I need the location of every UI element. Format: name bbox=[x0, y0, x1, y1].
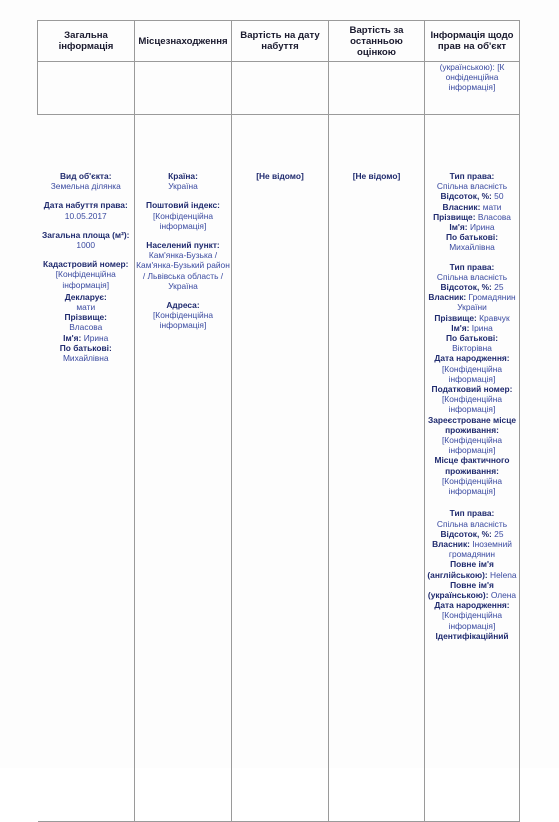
header-cost-valuation: Вартість за останньою оцінкою bbox=[329, 21, 425, 62]
r2-name-value: Ірина bbox=[471, 322, 493, 333]
header-rights: Інформація щодо прав на об'єкт bbox=[425, 21, 520, 62]
r2-type-label: Тип права: bbox=[449, 261, 495, 272]
declarant-label: Декларує: bbox=[64, 291, 107, 302]
area-value: 1000 bbox=[76, 240, 96, 251]
r1-type-value: Спільна власність bbox=[436, 181, 508, 192]
cost-valuation-cell bbox=[329, 115, 425, 822]
r2-fact-label: Місце фактичного проживання: bbox=[434, 455, 510, 476]
header-location: Місцезнаходження bbox=[135, 21, 232, 62]
name-label: Ім'я: bbox=[63, 332, 82, 343]
r3-owner-value: Іноземний громадянин bbox=[448, 538, 512, 560]
header-row bbox=[38, 21, 520, 62]
area-label: Загальна площа (м²): bbox=[42, 229, 130, 240]
cadastral-label: Кадастровий номер: bbox=[43, 259, 129, 270]
postcode-value: [Конфіденційна інформація] bbox=[152, 210, 214, 231]
cont-rights-line1: (українською): [К bbox=[439, 62, 505, 72]
r2-birth-value: [Конфіденційна інформація] bbox=[441, 363, 503, 384]
r2-type-value: Спільна власність bbox=[436, 271, 508, 282]
r3-birth-label: Дата народження: bbox=[434, 600, 510, 611]
object-type-value: Земельна ділянка bbox=[50, 181, 121, 192]
r3-owner-label: Власник: bbox=[432, 538, 470, 549]
r3-en-value: Helena bbox=[490, 569, 517, 580]
name-value: Ирина bbox=[83, 332, 109, 343]
cost-acquisition-cell bbox=[232, 115, 329, 822]
patronymic-label: По батькові: bbox=[59, 342, 112, 353]
r3-en-label: Повне ім'я (англійською): bbox=[427, 559, 494, 580]
r2-reg-value: [Конфіденційна інформація] bbox=[441, 435, 503, 456]
r3-share-value: 25 bbox=[494, 528, 504, 539]
r2-tax-value: [Конфіденційна інформація] bbox=[441, 394, 503, 415]
patronymic-value: Михайлівна bbox=[62, 353, 109, 364]
r2-surname-label: Прізвище: bbox=[434, 312, 477, 323]
continuation-row bbox=[38, 62, 520, 115]
r2-fact-value: [Конфіденційна інформація] bbox=[441, 475, 503, 497]
r3-uk-label: Повне ім'я (українською): bbox=[427, 579, 494, 600]
general-info-cell bbox=[38, 115, 135, 822]
r1-type-label: Тип права: bbox=[449, 171, 495, 181]
cont-cell-2 bbox=[135, 62, 232, 115]
r1-name-value: Ирина bbox=[469, 222, 495, 233]
r2-patronymic-label: По батькові: bbox=[445, 333, 498, 344]
r3-type-label: Тип права: bbox=[449, 508, 495, 519]
cost-valuation-value: [Не відомо] bbox=[352, 171, 401, 181]
cont-rights-line2: онфіденційна інформація] bbox=[445, 72, 499, 93]
r1-surname-value: Власова bbox=[477, 211, 511, 222]
address-value: [Конфіденційна інформація] bbox=[152, 310, 214, 331]
r3-share-label: Відсоток, %: bbox=[440, 528, 492, 539]
object-type-label: Вид об'єкта: bbox=[60, 171, 112, 181]
r2-tax-label: Податковий номер: bbox=[431, 384, 513, 395]
cadastral-value: [Конфіденційна інформація] bbox=[55, 269, 116, 290]
surname-value: Власова bbox=[69, 322, 103, 333]
r1-surname-label: Прізвище: bbox=[433, 211, 476, 222]
declarant-value: мати bbox=[76, 302, 96, 313]
cont-cell-4 bbox=[329, 62, 425, 115]
r2-name-label: Ім'я: bbox=[451, 322, 470, 333]
cont-cell-1 bbox=[38, 62, 135, 115]
r1-owner-label: Власник: bbox=[442, 201, 481, 212]
settlement-label: Населений пункт: bbox=[146, 240, 220, 251]
r3-type-value: Спільна власність bbox=[436, 518, 508, 529]
right-entry-3 bbox=[425, 508, 519, 641]
right-entry-2 bbox=[425, 262, 519, 497]
r1-share-value: 50 bbox=[494, 191, 504, 202]
cont-cell-3 bbox=[232, 62, 329, 115]
r2-share-label: Відсоток, %: bbox=[440, 282, 492, 293]
acquisition-date-label: Дата набуття права: bbox=[43, 200, 128, 211]
r3-birth-value: [Конфіденційна інформація] bbox=[441, 610, 503, 631]
r1-name-label: Ім'я: bbox=[449, 222, 468, 233]
rights-cell bbox=[425, 115, 520, 822]
country-value: Україна bbox=[168, 181, 198, 192]
header-cost-acquisition: Вартість на дату набуття bbox=[232, 21, 329, 62]
r2-patronymic-value: Вікторівна bbox=[452, 343, 492, 354]
r1-share-label: Відсоток, %: bbox=[440, 191, 492, 202]
surname-label: Прізвище: bbox=[64, 312, 107, 323]
right-entry-1 bbox=[425, 171, 519, 253]
header-general: Загальна інформація bbox=[38, 21, 135, 62]
r1-patronymic-label: По батькові: bbox=[445, 232, 498, 243]
r2-birth-label: Дата народження: bbox=[434, 353, 510, 364]
r3-id-label: Ідентифікаційний bbox=[435, 630, 509, 641]
country-label: Країна: bbox=[168, 171, 198, 181]
land-plot-row bbox=[38, 115, 520, 822]
r2-owner-label: Власник: bbox=[428, 292, 467, 303]
r1-patronymic-value: Михайлівна bbox=[449, 242, 495, 253]
assets-table bbox=[37, 20, 520, 822]
r1-owner-value: мати bbox=[482, 201, 502, 212]
settlement-value: Кам'янка-Бузька / Кам'янка-Бузький район / Львівська область / Україна bbox=[136, 250, 230, 291]
r2-surname-value: Кравчук bbox=[479, 312, 510, 323]
cont-cell-rights bbox=[425, 62, 520, 115]
r2-owner-value: Громадянин України bbox=[457, 292, 516, 313]
cost-acquisition-value: [Не відомо] bbox=[256, 171, 304, 181]
r2-share-value: 25 bbox=[494, 282, 504, 293]
location-cell bbox=[135, 115, 232, 822]
r2-reg-label: Зареєстроване місце проживання: bbox=[427, 414, 517, 435]
r3-uk-value: Олена bbox=[490, 589, 517, 600]
acquisition-date-value: 10.05.2017 bbox=[64, 210, 107, 221]
address-label: Адреса: bbox=[166, 300, 200, 311]
postcode-label: Поштовий індекс: bbox=[146, 200, 220, 211]
